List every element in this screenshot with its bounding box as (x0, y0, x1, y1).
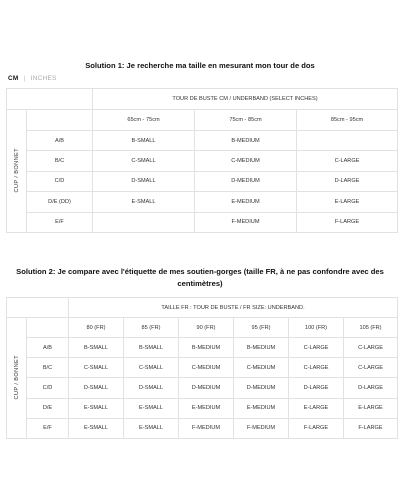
size-cell: E-SMALL (93, 192, 195, 212)
size-cell: D-LARGE (344, 378, 398, 398)
side-label: CUP / BONNET (13, 147, 20, 193)
table-row (7, 212, 398, 232)
size-cell: F-LARGE (289, 418, 344, 438)
table-row (7, 398, 398, 418)
band-header: TAILLE FR : TOUR DE BUSTE / FR SIZE: UNDERBAND. (69, 298, 398, 318)
unit-inches-option[interactable]: INCHES (30, 75, 57, 82)
size-cell: D-MEDIUM (234, 378, 289, 398)
unit-separator: | (23, 75, 26, 82)
size-cell: B-SMALL (69, 338, 124, 358)
size-cell: E-SMALL (124, 418, 179, 438)
size-cell: D-MEDIUM (179, 378, 234, 398)
table-row (7, 171, 398, 191)
size-cell: C-LARGE (344, 358, 398, 378)
size-cell: E-MEDIUM (234, 398, 289, 418)
size-cell: B-MEDIUM (179, 338, 234, 358)
column-header: 85cm - 95cm (297, 110, 398, 131)
cup-label: C/D (27, 171, 93, 191)
table-row (7, 358, 398, 378)
cup-label: B/C (27, 358, 69, 378)
cup-label: A/B (27, 131, 93, 151)
size-cell: C-SMALL (124, 358, 179, 378)
size-cell: E-SMALL (124, 398, 179, 418)
size-cell: C-MEDIUM (179, 358, 234, 378)
cup-label: A/B (27, 338, 69, 358)
size-cell: F-MEDIUM (179, 418, 234, 438)
section2-heading: Solution 2: Je compare avec l'étiquette de mes soutien-gorges (taille FR, à ne pas confondre avec des centimètres) (16, 267, 384, 288)
size-cell: E-MEDIUM (195, 192, 297, 212)
band-header: TOUR DE BUSTE CM / UNDERBAND (SELECT INCHES) (93, 89, 398, 110)
size-table-fr (6, 297, 398, 439)
empty-header-cell (27, 318, 69, 338)
size-cell: E-LARGE (297, 192, 398, 212)
size-cell: C-LARGE (297, 151, 398, 171)
table-row (7, 131, 398, 151)
column-header: 85 (FR) (124, 318, 179, 338)
cup-label: C/D (27, 378, 69, 398)
size-cell: D-SMALL (69, 378, 124, 398)
column-header: 65cm - 75cm (93, 110, 195, 131)
cup-label: D/E (DD) (27, 192, 93, 212)
size-cell: F-MEDIUM (195, 212, 297, 232)
empty-header-cell (27, 110, 93, 131)
column-header: 105 (FR) (344, 318, 398, 338)
unit-cm-option[interactable]: CM (8, 75, 19, 82)
unit-toggle (8, 75, 57, 82)
size-cell: C-MEDIUM (234, 358, 289, 378)
table-row (7, 151, 398, 171)
side-label-cell (7, 110, 27, 233)
column-header: 95 (FR) (234, 318, 289, 338)
column-header: 90 (FR) (179, 318, 234, 338)
size-table-cm (6, 88, 398, 233)
size-cell (93, 212, 195, 232)
size-cell: B-SMALL (124, 338, 179, 358)
size-cell: E-SMALL (69, 398, 124, 418)
size-cell: C-SMALL (69, 358, 124, 378)
table-row (7, 338, 398, 358)
size-cell: C-LARGE (344, 338, 398, 358)
side-label: CUP / BONNET (13, 354, 20, 400)
size-cell: B-MEDIUM (195, 131, 297, 151)
size-cell: D-SMALL (93, 171, 195, 191)
size-cell: C-LARGE (289, 338, 344, 358)
size-cell: E-SMALL (69, 418, 124, 438)
size-cell: E-LARGE (344, 398, 398, 418)
cup-label: E/F (27, 418, 69, 438)
column-header: 100 (FR) (289, 318, 344, 338)
size-cell: E-MEDIUM (179, 398, 234, 418)
size-cell: D-MEDIUM (195, 171, 297, 191)
cup-label: B/C (27, 151, 93, 171)
size-cell: D-SMALL (124, 378, 179, 398)
corner-cell (7, 89, 93, 110)
size-cell: F-LARGE (297, 212, 398, 232)
column-header: 80 (FR) (69, 318, 124, 338)
size-cell: F-MEDIUM (234, 418, 289, 438)
size-cell: D-LARGE (297, 171, 398, 191)
size-cell: E-LARGE (289, 398, 344, 418)
corner-cell (7, 298, 69, 318)
cup-label: D/E (27, 398, 69, 418)
section1-heading: Solution 1: Je recherche ma taille en mesurant mon tour de dos (85, 61, 315, 70)
size-cell: B-SMALL (93, 131, 195, 151)
cup-label: E/F (27, 212, 93, 232)
size-cell: F-LARGE (344, 418, 398, 438)
size-cell: C-LARGE (289, 358, 344, 378)
table-row (7, 192, 398, 212)
table-row (7, 378, 398, 398)
side-label-cell (7, 318, 27, 439)
size-cell: D-LARGE (289, 378, 344, 398)
column-header: 75cm - 85cm (195, 110, 297, 131)
size-cell: B-MEDIUM (234, 338, 289, 358)
size-cell: C-MEDIUM (195, 151, 297, 171)
size-cell (297, 131, 398, 151)
size-cell: C-SMALL (93, 151, 195, 171)
table-row (7, 418, 398, 438)
